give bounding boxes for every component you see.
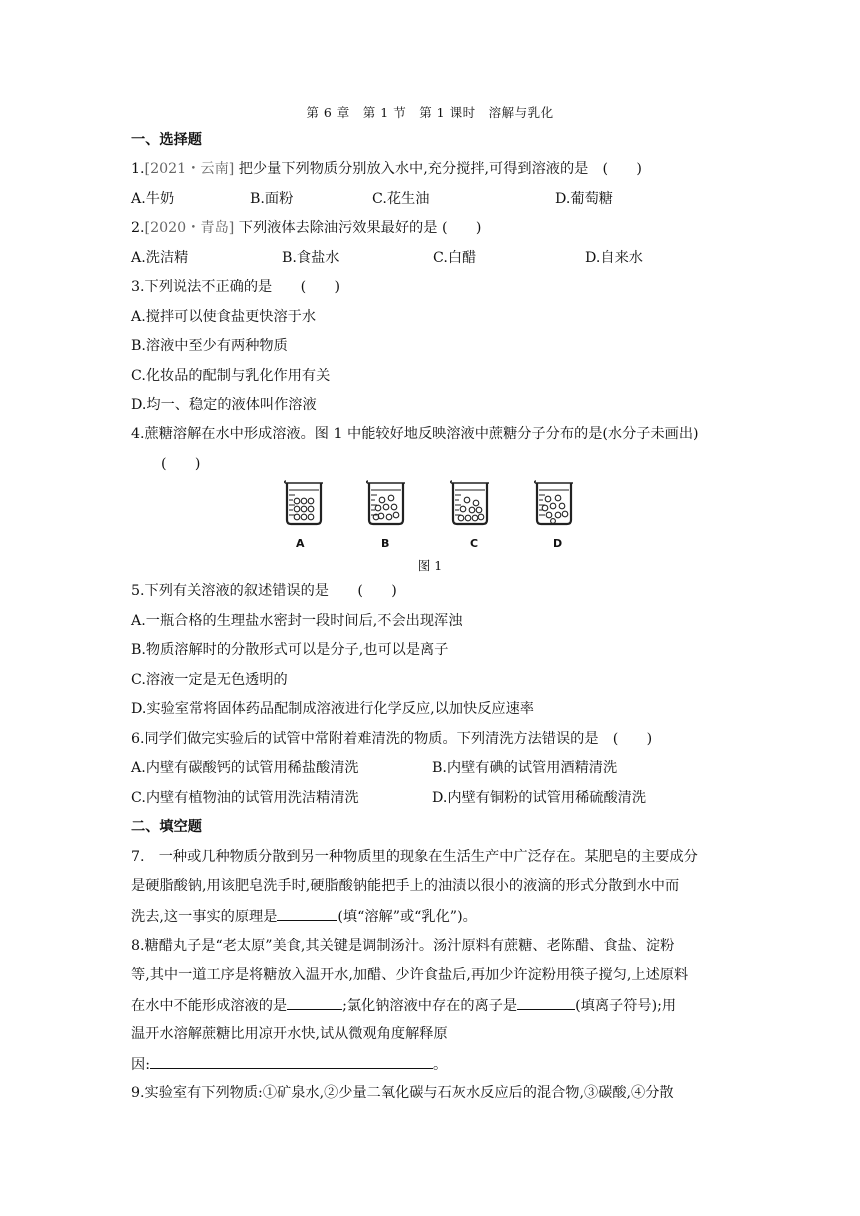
beaker-label-b: B <box>381 537 390 550</box>
question-4: 4.蔗糖溶解在水中形成溶液。图 1 中能较好地反映溶液中蔗糖分子分布的是(水分子未画出) <box>131 426 699 442</box>
question-2 <box>131 218 481 238</box>
beaker-a <box>285 481 323 524</box>
option-a: A.搅拌可以使食盐更快溶于水 <box>131 309 317 325</box>
question-8-line-4: 温开水溶解蔗糖比用凉开水快,试从微观角度解释原 <box>131 1026 448 1042</box>
answer-blank[interactable] <box>150 1054 433 1069</box>
answer-blank[interactable] <box>517 995 575 1010</box>
question-1 <box>131 159 642 179</box>
beaker-b <box>367 481 405 524</box>
question-text: 因: <box>131 1057 150 1073</box>
option-b: B.内壁有碘的试管用酒精清洗 <box>432 760 618 776</box>
option-d: D.内壁有铜粉的试管用稀硫酸清洗 <box>432 790 647 806</box>
question-number: 1. <box>131 161 145 177</box>
question-5: 5.下列有关溶液的叙述错误的是 ( ) <box>131 583 397 599</box>
beaker-label-c: C <box>470 537 479 550</box>
question-8-line-2: 等,其中一道工序是将糖放入温开水,加醋、少许食盐后,再加少许淀粉用筷子搅匀,上述原料 <box>131 967 689 983</box>
option-a: A.洗洁精 <box>131 250 189 266</box>
beaker-figure <box>283 480 583 550</box>
option-c: C.花生油 <box>372 191 430 207</box>
question-9-line-1: 9.实验室有下列物质:①矿泉水,②少量二氧化碳与石灰水反应后的混合物,③碳酸,④分散 <box>131 1085 674 1101</box>
figure-caption: 图 1 <box>417 558 443 573</box>
question-text: ;氯化钠溶液中存在的离子是 <box>342 998 518 1014</box>
question-8-line-3 <box>131 995 676 1016</box>
option-c: C.化妆品的配制与乳化作用有关 <box>131 368 331 384</box>
source-tag: [2020・青岛] <box>144 220 235 236</box>
question-7-line-2: 是硬脂酸钠,用该肥皂洗手时,硬脂酸钠能把手上的油渍以很小的液滴的形式分散到水中而 <box>131 878 680 894</box>
option-c: C.内壁有植物油的试管用洗洁精清洗 <box>131 790 359 806</box>
question-text: (填离子符号);用 <box>575 998 677 1014</box>
option-d: D.实验室常将固体药品配制成溶液进行化学反应,以加快反应速率 <box>131 701 534 717</box>
answer-blank[interactable] <box>287 995 342 1010</box>
option-a: A.牛奶 <box>131 191 175 207</box>
question-8-line-5 <box>131 1054 447 1075</box>
option-b: B.溶液中至少有两种物质 <box>131 338 288 354</box>
answer-paren: ( ) <box>161 456 201 472</box>
question-text: 。 <box>432 1057 448 1073</box>
option-d: D.自来水 <box>585 250 643 266</box>
section-heading-fill: 二、填空题 <box>131 819 202 835</box>
question-text: 洗去,这一事实的原理是 <box>131 909 278 925</box>
option-a: A.内壁有碳酸钙的试管用稀盐酸清洗 <box>131 760 359 776</box>
page-title: 第 6 章 第 1 节 第 1 课时 溶解与乳化 <box>306 105 554 120</box>
source-tag: [2021・云南] <box>144 161 235 177</box>
option-c: C.白醋 <box>433 250 477 266</box>
option-a: A.一瓶合格的生理盐水密封一段时间后,不会出现浑浊 <box>131 613 463 629</box>
question-6: 6.同学们做完实验后的试管中常附着难清洗的物质。下列清洗方法错误的是 ( ) <box>131 731 653 747</box>
question-3: 3.下列说法不正确的是 ( ) <box>131 279 341 295</box>
option-d: D.均一、稳定的液体叫作溶液 <box>131 397 317 413</box>
beaker-c <box>451 481 489 524</box>
question-7-line-3 <box>131 906 477 927</box>
question-7-line-1: 7. 一种或几种物质分散到另一种物质里的现象在生活生产中广泛存在。某肥皂的主要成分 <box>131 849 698 865</box>
answer-blank[interactable] <box>277 906 337 921</box>
question-text: 在水中不能形成溶液的是 <box>131 998 288 1014</box>
question-stem: 下列液体去除油污效果最好的是 ( ) <box>234 220 482 236</box>
beaker-label-a: A <box>296 537 305 550</box>
beaker-label-d: D <box>553 537 563 550</box>
question-stem: 把少量下列物质分别放入水中,充分搅拌,可得到溶液的是 ( ) <box>234 161 642 177</box>
option-c: C.溶液一定是无色透明的 <box>131 672 288 688</box>
question-text: (填“溶解”或“乳化”)。 <box>337 909 477 925</box>
option-d: D.葡萄糖 <box>555 191 613 207</box>
option-b: B.面粉 <box>250 191 294 207</box>
option-b: B.食盐水 <box>282 250 340 266</box>
beaker-d <box>535 481 573 524</box>
section-heading-choice: 一、选择题 <box>131 132 202 148</box>
option-b: B.物质溶解时的分散形式可以是分子,也可以是离子 <box>131 642 449 658</box>
question-8-line-1: 8.糖醋丸子是“老太原”美食,其关键是调制汤汁。汤汁原料有蔗糖、老陈醋、食盐、淀粉 <box>131 938 675 954</box>
question-number: 2. <box>131 220 145 236</box>
